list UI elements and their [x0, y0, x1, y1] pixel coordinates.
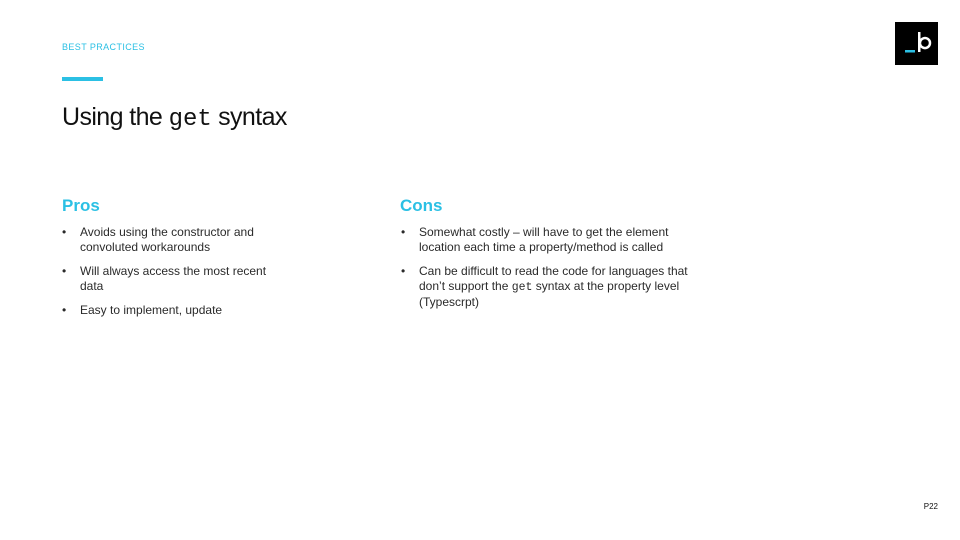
bullet-icon: • [62, 264, 67, 278]
cons-list [401, 225, 711, 320]
title-prefix: Using the [62, 103, 169, 131]
bullet-icon: • [401, 225, 406, 239]
title-suffix: syntax [211, 103, 287, 131]
pros-item-text: Avoids using the constructor and convoluted workarounds [80, 225, 254, 254]
cons-item-text [419, 264, 688, 309]
list-item [401, 225, 711, 254]
bullet-icon: • [62, 303, 67, 317]
cons-item-text: Somewhat costly – will have to get the element location each time a property/method is called [419, 225, 669, 254]
accent-bar [62, 77, 103, 81]
inline-code: get [511, 280, 533, 294]
pros-heading: Pros [62, 196, 100, 215]
page-number: P22 [923, 502, 938, 511]
list-item [401, 264, 711, 310]
pros-item-text: Will always access the most recent data [80, 264, 267, 293]
pros-list [62, 225, 292, 328]
list-item [62, 264, 292, 293]
title-code: get [168, 106, 212, 133]
page-title [62, 103, 287, 133]
cons-heading: Cons [400, 196, 443, 215]
bullet-icon: • [62, 225, 67, 239]
brand-logo [895, 22, 938, 65]
cons-item-text-after: syntax at the property level (Typescrpt) [419, 278, 680, 309]
cons-item-text-before: Can be difficult to read the code for languages that don’t support the [419, 264, 688, 293]
list-item [62, 303, 292, 318]
pros-item-text: Easy to implement, update [80, 303, 223, 317]
section-label: BEST PRACTICES [62, 42, 145, 52]
logo-mark-icon [895, 22, 938, 65]
list-item [62, 225, 292, 254]
bullet-icon: • [401, 264, 406, 278]
